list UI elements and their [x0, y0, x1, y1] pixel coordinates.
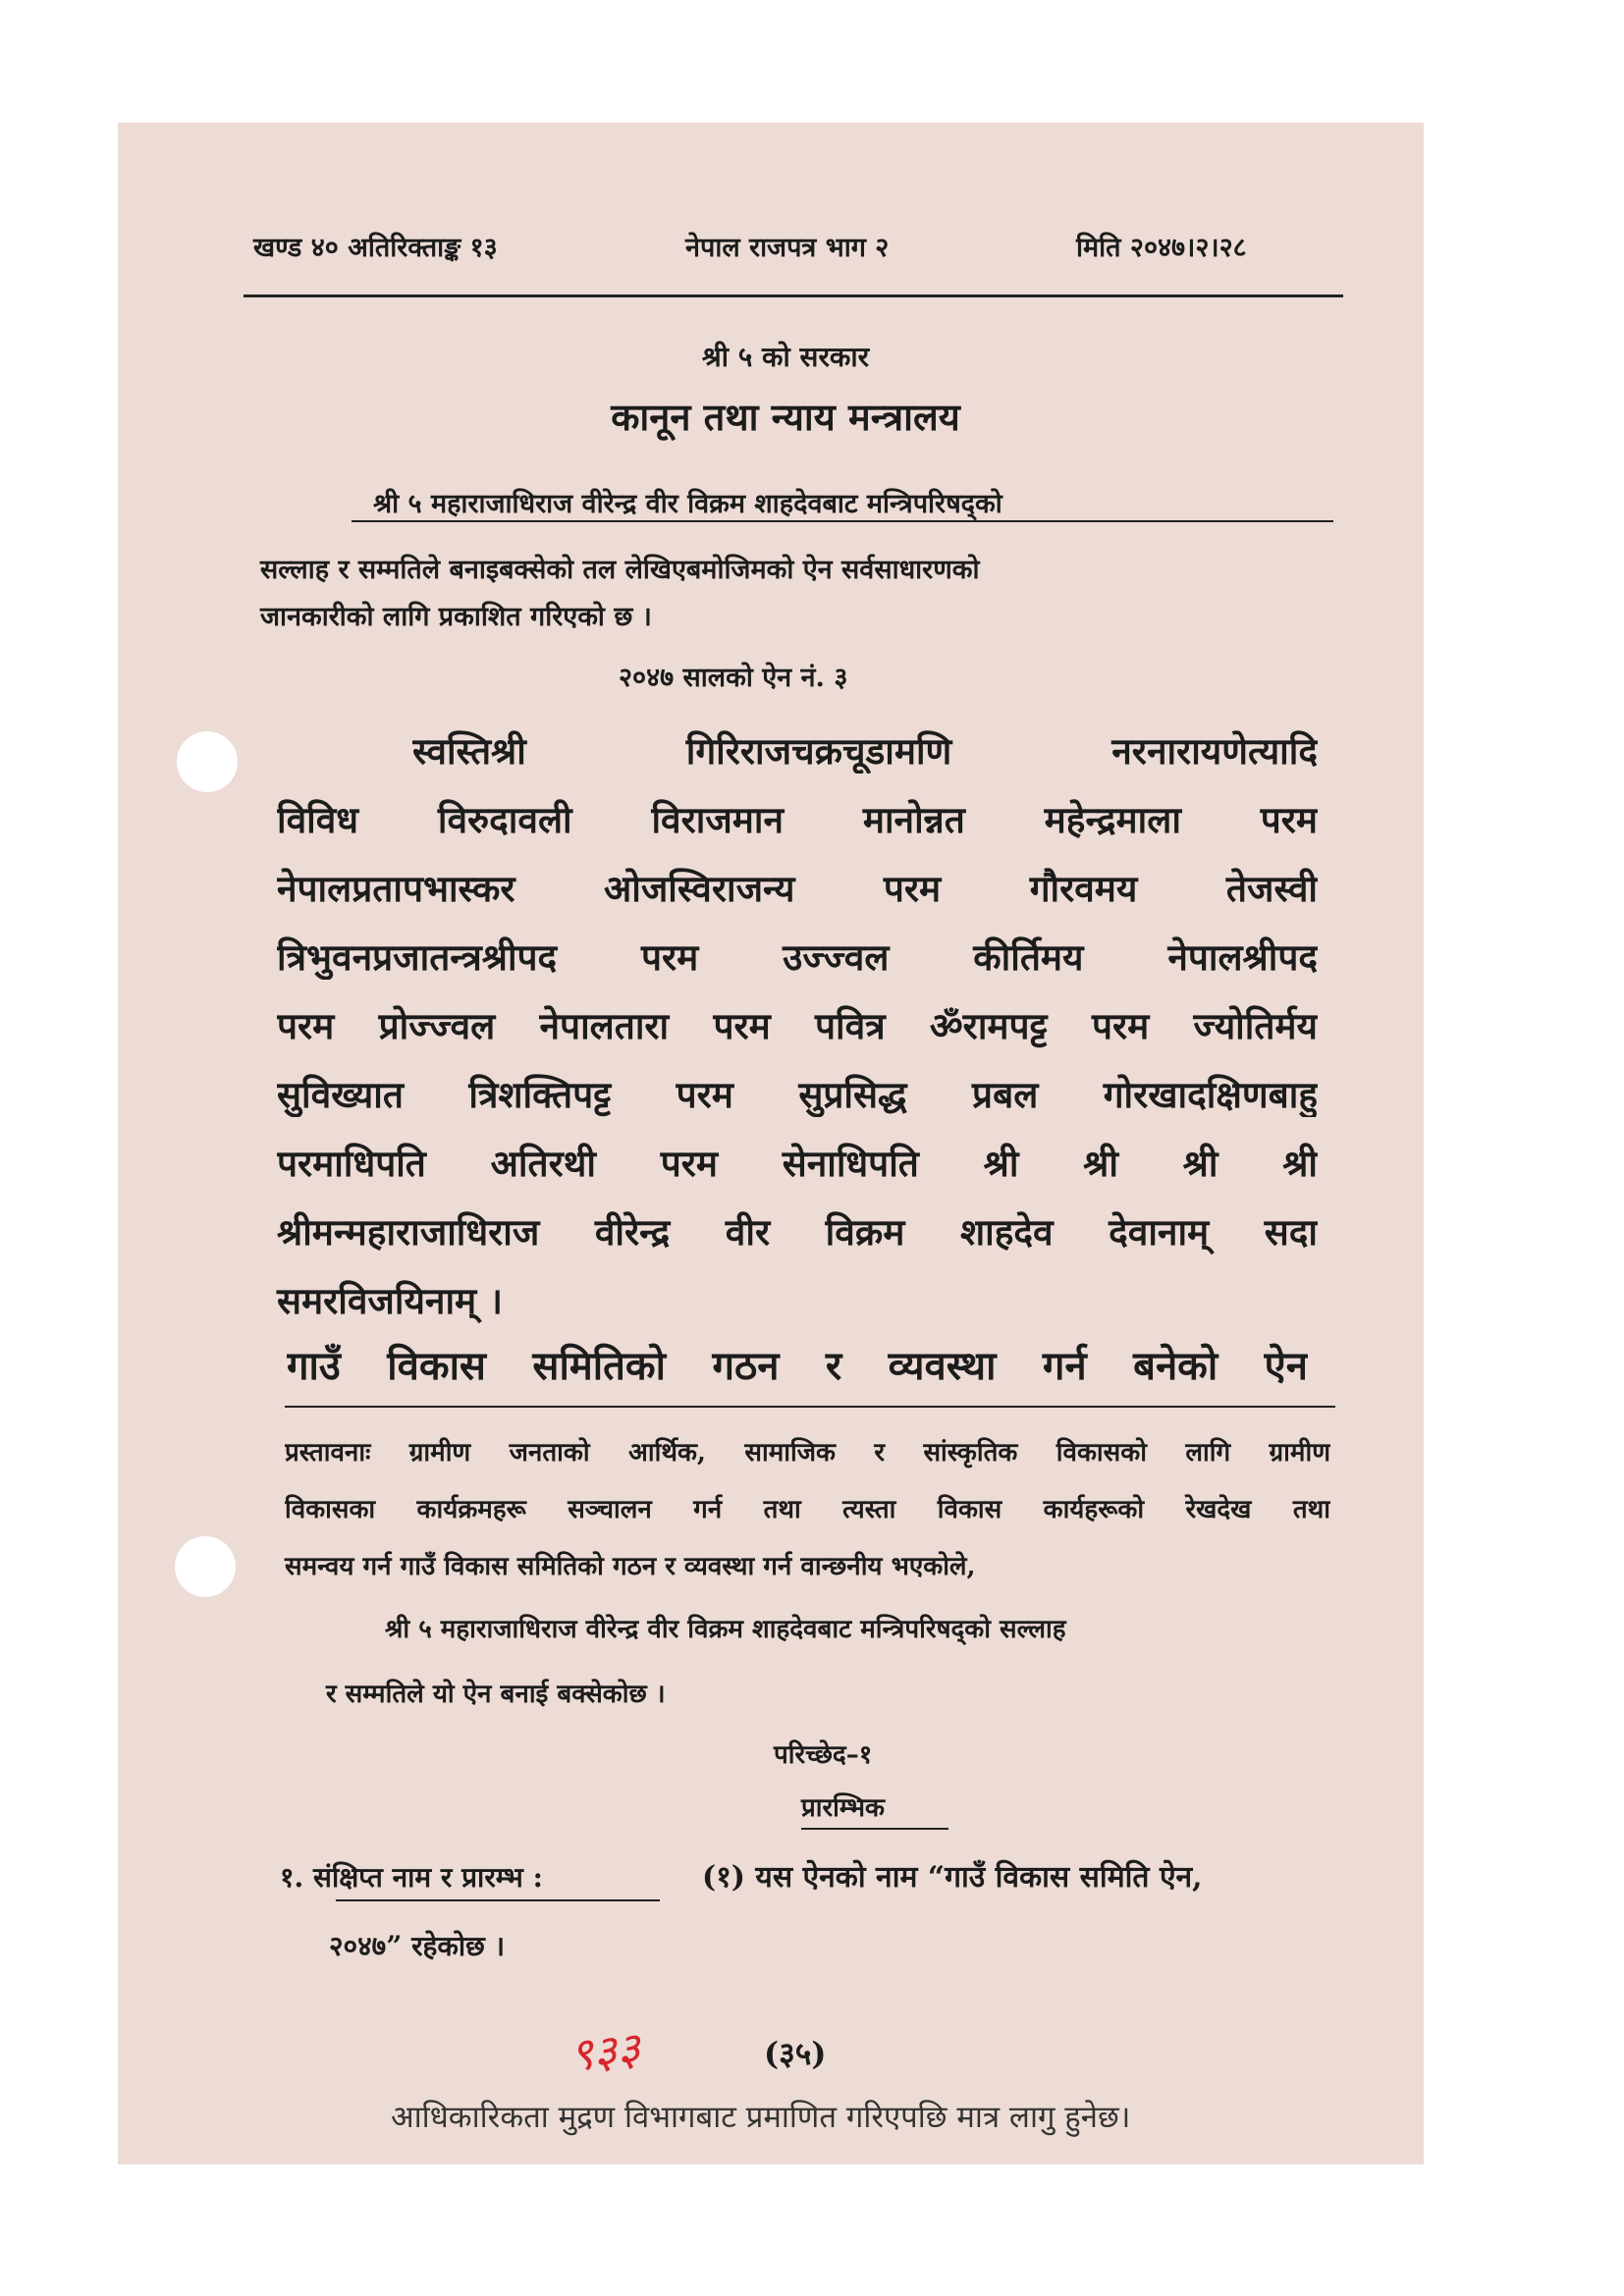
enactment-line: श्री ५ महाराजाधिराज वीरेन्द्र वीर विक्रम शाहदेवबाट मन्त्रिपरिषद्को सल्लाह: [385, 1615, 1066, 1644]
ministry-rule: [352, 520, 1333, 522]
preamble-line: स्वस्तिश्री गिरिराजचक्रचूडामणि नरनारायणेत्यादि: [412, 729, 1318, 773]
chapter-name-rule: [801, 1828, 948, 1830]
notice-line: श्री ५ महाराजाधिराज वीरेन्द्र वीर विक्रम शाहदेवबाट मन्त्रिपरिषद्को: [373, 489, 1002, 519]
punch-hole: [177, 731, 238, 792]
page-number: (३५): [764, 2035, 827, 2072]
preamble-line: समरविजयिनाम् ।: [277, 1279, 504, 1322]
preamble-line: श्रीमन्महाराजाधिराज वीरेन्द्र वीर विक्रम शाहदेव देवानाम् सदा: [277, 1210, 1318, 1254]
government-heading: श्री ५ को सरकार: [701, 341, 870, 373]
notice-line: जानकारीको लागि प्रकाशित गरिएको छ ।: [260, 602, 652, 632]
enactment-line: र सम्मतिले यो ऐन बनाई बक्सेकोछ ।: [326, 1680, 666, 1709]
introduction-line: समन्वय गर्न गाउँ विकास समितिको गठन र व्यवस्था गर्न वान्छनीय भएकोले,: [285, 1552, 976, 1581]
introduction-line: विकासका कार्यक्रमहरू सञ्चालन गर्न तथा त्यस्ता विकास कार्यहरूको रेखदेख तथा: [285, 1495, 1330, 1524]
introduction-line: प्रस्तावनाः ग्रामीण जनताको आर्थिक, सामाजिक र सांस्कृतिक विकासको लागि ग्रामीण: [285, 1438, 1330, 1468]
preamble-line: परम प्रोज्ज्वल नेपालतारा परम पवित्र ॐरामपट्ट परम ज्योतिर्मय: [277, 1004, 1318, 1047]
handwritten-page-annotation: ९३३: [567, 2021, 643, 2082]
preamble-line: परमाधिपति अतिरथी परम सेनाधिपति श्री श्री श्री श्री: [277, 1142, 1318, 1185]
header-rule: [244, 294, 1343, 297]
ministry-heading: कानून तथा न्याय मन्त्रालय: [611, 395, 960, 439]
section-heading: १. संक्षिप्त नाम र प्रारम्भ :: [280, 1861, 543, 1894]
section-text: (१) यस ऐनको नाम “गाउँ विकास समिति ऐन,: [702, 1860, 1203, 1895]
preamble-line: विविध विरुदावली विराजमान मानोन्नत महेन्द्रमाला परम: [277, 798, 1318, 841]
punch-hole: [175, 1536, 236, 1597]
act-number: २०४७ सालको ऐन नं. ३: [619, 663, 848, 693]
act-title-rule: [285, 1406, 1335, 1408]
gazette-header: [253, 228, 1343, 269]
section-text: २०४७” रहेकोछ ।: [329, 1930, 506, 1962]
header-gazette-title: नेपाल राजपत्र भाग २: [685, 233, 890, 263]
preamble-line: नेपालप्रतापभास्कर ओजस्विराजन्य परम गौरवमय तेजस्वी: [277, 867, 1318, 910]
chapter-number: परिच्छेद–१: [774, 1740, 873, 1770]
preamble-line: त्रिभुवनप्रजातन्त्रश्रीपद परम उज्ज्वल कीर्तिमय नेपालश्रीपद: [277, 935, 1318, 979]
preamble-line: सुविख्यात त्रिशक्तिपट्ट परम सुप्रसिद्ध प्रबल गोरखादक्षिणबाहु: [277, 1073, 1318, 1116]
authenticity-footer: आधिकारिकता मुद्रण विभागबाट प्रमाणित गरिएपछि मात्र लागु हुनेछ।: [391, 2100, 1131, 2135]
act-title: गाउँ विकास समितिको गठन र व्यवस्था गर्न बनेको ऐन: [287, 1343, 1308, 1389]
header-date: मिति २०४७।२।२८: [1076, 233, 1247, 263]
notice-line: सल्लाह र सम्मतिले बनाइबक्सेको तल लेखिएबमोजिमको ऐन सर्वसाधारणको: [260, 555, 980, 585]
chapter-name: प्रारम्भिक: [801, 1793, 885, 1823]
header-volume: खण्ड ४० अतिरिक्ताङ्क १३: [253, 233, 498, 263]
section-heading-rule: [336, 1899, 660, 1901]
